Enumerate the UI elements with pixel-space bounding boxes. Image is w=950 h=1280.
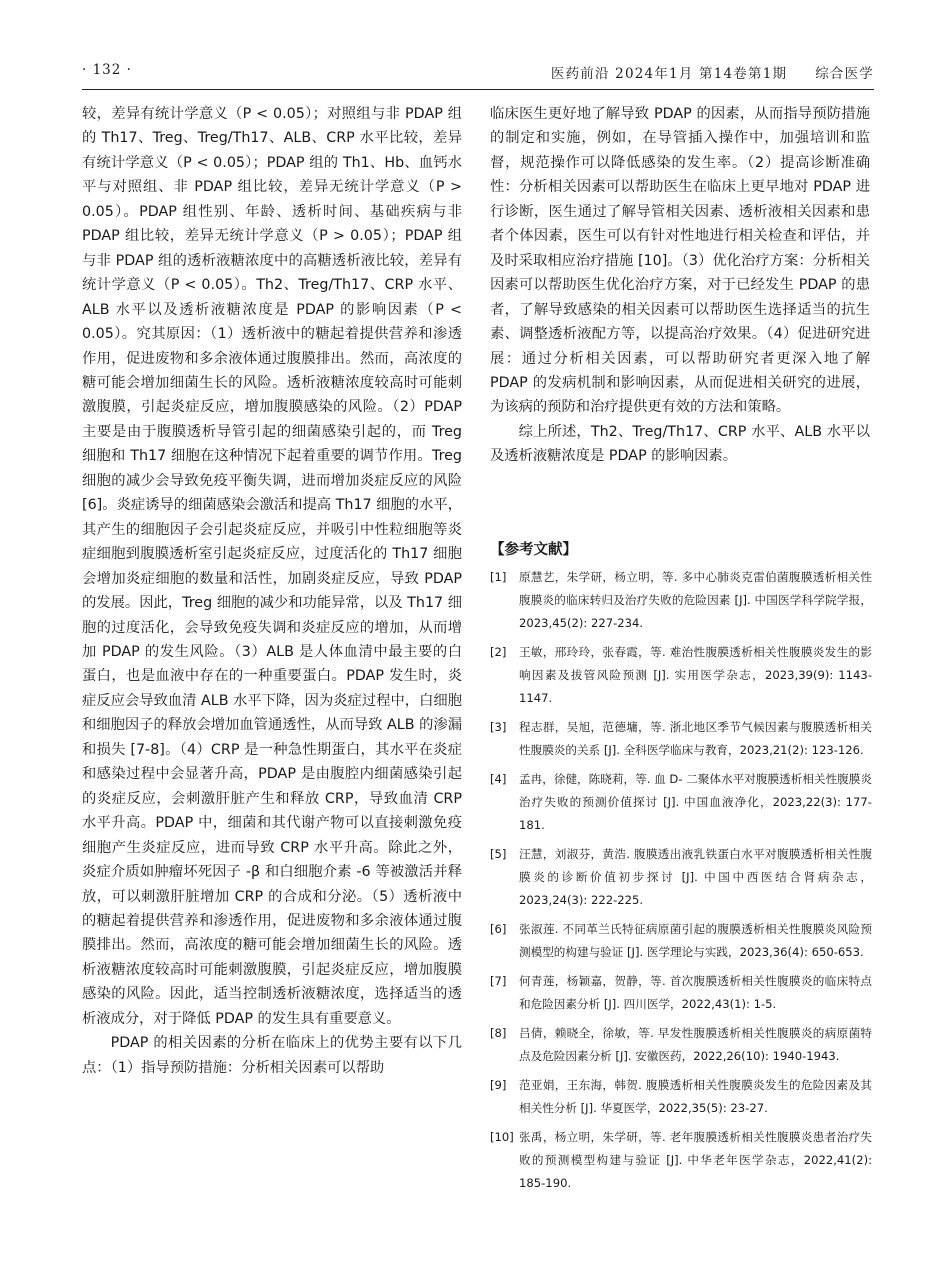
conclusion-paragraph: 综上所述，Th2、Treg/Th17、CRP 水平、ALB 水平以及透析液糖浓度是 PDAP 的影响因素。: [490, 423, 870, 465]
reference-index: [6]: [490, 922, 507, 936]
reference-item: [490, 1022, 872, 1068]
reference-index: [1]: [490, 570, 507, 584]
reference-index: [3]: [490, 720, 507, 734]
reference-item: [490, 1074, 872, 1120]
reference-text: 原慧艺，朱学研，杨立明，等. 多中心肺炎克雷伯菌腹膜透析相关性腹膜炎的临床转归及治疗失败的危险因素 [J]. 中国医学科学院学报，2023,45(2): 227-234.: [519, 570, 872, 630]
reference-text: 王敏，邢玲玲，张春霞，等. 难治性腹膜透析相关性腹膜炎发生的影响因素及拔管风险预测 [J]. 实用医学杂志，2023,39(9): 1143-1147.: [519, 645, 872, 705]
reference-item: [490, 566, 872, 635]
reference-index: [2]: [490, 645, 507, 659]
journal-issue: 医药前沿 2024年1月 第14卷第1期: [550, 66, 788, 82]
reference-item: [490, 641, 872, 710]
reference-item: [490, 768, 872, 837]
page-number: · 132 ·: [82, 62, 132, 78]
section-name: 综合医学: [815, 66, 874, 82]
reference-item: [490, 918, 872, 964]
reference-index: [7]: [490, 974, 507, 988]
left-column: [82, 102, 462, 1080]
reference-text: 汪慧，刘淑芬，黄浩. 腹膜透出液乳铁蛋白水平对腹膜透析相关性腹膜炎的诊断价值初步探讨 [J]. 中国中西医结合肾病杂志，2023,24(3): 222-225.: [519, 847, 872, 907]
references-title: 【参考文献】: [490, 542, 577, 558]
reference-index: [4]: [490, 772, 507, 786]
reference-item: [490, 970, 872, 1016]
reference-text: 程志群，吴旭，范德墉，等. 浙北地区季节气候因素与腹膜透析相关性腹膜炎的关系 [J]. 全科医学临床与教育，2023,21(2): 123-126.: [519, 720, 872, 757]
header-rule: [82, 89, 874, 90]
references-list: [490, 566, 872, 1201]
body-paragraph: 较，差异有统计学意义（P < 0.05）；对照组与非 PDAP 组的 Th17、Treg、Treg/Th17、ALB、CRP 水平比较，差异有统计学意义（P < 0.05）；PDAP 组的 Th1、Hb、血钙水平与对照组、非 PDAP 组比较，差异无统计学意义（P > 0.05）。PDAP 组性别、年龄、透析时间、基础疾病与非 PDAP 组比较，差异无统计学意义（P > 0.05）；PDAP 组与非 PDAP 组的透析液糖浓度中的高糖透析液比较，差异有统计学意义（P < 0.05）。Th2、Treg/Th17、CRP 水平、ALB 水平以及透析液糖浓度是 PDAP 的影响因素（P < 0.05）。究其原因：（1）透析液中的糖起着提供营养和渗透作用，促进废物和多余液体通过腹膜排出。然而，高浓度的糖可能会增加细菌生长的风险。透析液糖浓度较高时可能刺激腹膜，引起炎症反应，增加腹膜感染的风险。（2）PDAP 主要是由于腹膜透析导管引起的细菌感染引起的，而 Treg 细胞和 Th17 细胞在这种情况下起着重要的调节作用。Treg 细胞的减少会导致免疫平衡失调，进而增加炎症反应的风险 [6]。炎症诱导的细菌感染会激活和提高 Th17 细胞的水平，其产生的细胞因子会引起炎症反应，并吸引中性粒细胞等炎症细胞到腹膜透析室引起炎症反应，过度活化的 Th17 细胞会增加炎症细胞的数量和活性，加剧炎症反应，导致 PDAP 的发展。因此，Treg 细胞的减少和功能异常，以及 Th17 细胞的过度活化，会导致免疫失调和炎症反应的增加，从而增加 PDAP 的发生风险。（3）ALB 是人体血清中最主要的白蛋白，也是血液中存在的一种重要蛋白。PDAP 发生时，炎症反应会导致血清 ALB 水平下降，因为炎症过程中，白细胞和细胞因子的释放会增加血管通透性，从而导致 ALB 的渗漏和损失 [7-8]。（4）CRP 是一种急性期蛋白，其水平在炎症和感染过程中会显著升高，PDAP 是由腹腔内细菌感染引起的炎症反应，会刺激肝脏产生和释放 CRP，导致血清 CRP 水平升高。PDAP 中，细菌和其代谢产物可以直接刺激免疫细胞产生炎症反应，进而导致 CRP 水平升高。除此之外，炎症介质如肿瘤坏死因子 -β 和白细胞介素 -6 等被激活并释放，可以刺激肝脏增加 CRP 的合成和分泌。（5）透析液中的糖起着提供营养和渗透作用，促进废物和多余液体通过腹膜排出。然而，高浓度的糖可能会增加细菌生长的风险。透析液糖浓度较高时可能刺激腹膜，引起炎症反应，增加腹膜感染的风险。因此，适当控制透析液糖浓度，选择适当的透析液成分，对于降低 PDAP 的发生具有重要意义。: [82, 106, 462, 1027]
reference-index: [10]: [490, 1130, 514, 1144]
reference-text: 何青莲，杨颖嘉，贺静，等. 首次腹膜透析相关性腹膜炎的临床特点和危险因素分析 [J]. 四川医学，2022,43(1): 1-5.: [519, 974, 872, 1011]
body-paragraph: 临床医生更好地了解导致 PDAP 的因素，从而指导预防措施的制定和实施，例如，在导管插入操作中，加强培训和监督，规范操作可以降低感染的发生率。（2）提高诊断准确性：分析相关因素可以帮助医生在临床上更早地对 PDAP 进行诊断，医生通过了解导管相关因素、透析液相关因素和患者个体因素，医生可以有针对性地进行相关检查和评估，并及时采取相应治疗措施 [10]。（3）优化治疗方案：分析相关因素可以帮助医生优化治疗方案，对于已经发生 PDAP 的患者，了解导致感染的相关因素可以帮助医生选择适当的抗生素、调整透析液配方等，以提高治疗效果。（4）促进研究进展：通过分析相关因素，可以帮助研究者更深入地了解 PDAP 的发病机制和影响因素，从而促进相关研究的进展，为该病的预防和治疗提供更有效的方法和策略。: [490, 106, 870, 416]
reference-text: 张淑莲. 不同革兰氏特征病原菌引起的腹膜透析相关性腹膜炎风险预测模型的构建与验证 [J]. 医学理论与实践，2023,36(4): 650-653.: [519, 922, 872, 959]
reference-text: 张禹，杨立明，朱学研，等. 老年腹膜透析相关性腹膜炎患者治疗失败的预测模型构建与验证 [J]. 中华老年医学杂志，2022,41(2): 185-190.: [519, 1130, 872, 1190]
reference-text: 范亚娟，王东海，韩贺. 腹膜透析相关性腹膜炎发生的危险因素及其相关性分析 [J]. 华夏医学，2022,35(5): 23-27.: [519, 1078, 872, 1115]
body-paragraph: PDAP 的相关因素的分析在临床上的优势主要有以下几点：（1）指导预防措施：分析相关因素可以帮助: [82, 1035, 462, 1076]
reference-index: [9]: [490, 1078, 507, 1092]
reference-text: 孟冉，徐健，陈晓莉，等. 血 D- 二聚体水平对腹膜透析相关性腹膜炎治疗失败的预测价值探讨 [J]. 中国血液净化，2023,22(3): 177-181.: [519, 772, 872, 832]
running-header: [82, 62, 874, 86]
journal-info: [551, 62, 874, 82]
reference-item: [490, 843, 872, 912]
reference-item: [490, 716, 872, 762]
right-column: [490, 102, 870, 469]
reference-item: [490, 1126, 872, 1195]
reference-index: [5]: [490, 847, 507, 861]
reference-index: [8]: [490, 1026, 507, 1040]
reference-text: 吕倩，赖晓全，徐敏，等. 早发性腹膜透析相关性腹膜炎的病原菌特点及危险因素分析 [J]. 安徽医药，2022,26(10): 1940-1943.: [519, 1026, 872, 1063]
